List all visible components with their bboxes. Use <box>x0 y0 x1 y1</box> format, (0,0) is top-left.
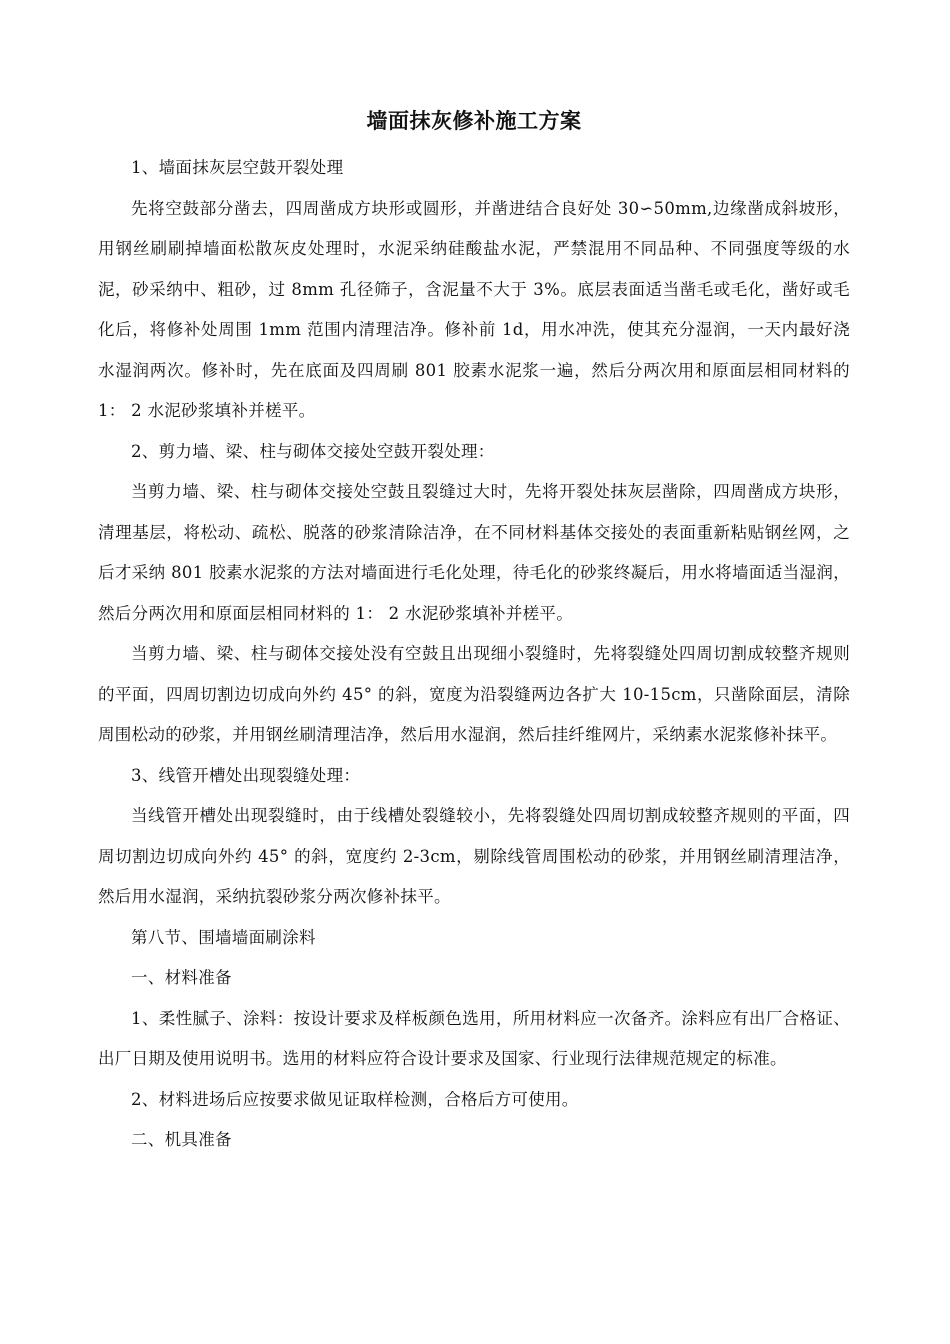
paragraph-4: 当线管开槽处出现裂缝时，由于线槽处裂缝较小，先将裂缝处四周切割成较整齐规则的平面，四周切割边切成向外约 45° 的斜，宽度约 2-3cm，剔除线管周围松动的砂浆，并用钢丝刷清理洁净，然后用水湿润，采纳抗裂砂浆分两次修补抹平。 <box>98 806 850 906</box>
section-heading-1: 1、墙面抹灰层空鼓开裂处理 <box>131 158 344 177</box>
section-heading-3: 3、线管开槽处出现裂缝处理： <box>131 765 361 785</box>
subsection-heading-materials: 一、材料准备 <box>131 968 232 987</box>
document-title: 墙面抹灰修补施工方案 <box>366 108 582 133</box>
paragraph-materials-2: 2、材料进场后应按要求做见证取样检测，合格后方可使用。 <box>131 1089 579 1109</box>
paragraph-1: 先将空鼓部分凿去，四周凿成方块形或圆形，并凿进结合良好处 30∽50mm,边缘凿成斜坡形，用钢丝刷刷掉墙面松散灰皮处理时，水泥采纳硅酸盐水泥，严禁混用不同品种、不同强度等级的水泥，砂采纳中、粗砂，过 8mm 孔径筛子，含泥量不大于 3%。底层表面适当凿毛或毛化，凿好或毛化后，将修补处周围 1mm 范围内清理洁净。修补前 1d，用水冲洗，使其充分湿润，一天内最好浇水湿润两次。修补时，先在底面及四周刷 801 胶素水泥浆一遍，然后分两次用和原面层相同材料的 1： 2 水泥砂浆填补并槎平。 <box>98 198 850 420</box>
paragraph-materials-1: 1、柔性腻子、涂料：按设计要求及样板颜色选用，所用材料应一次备齐。涂料应有出厂合格证、出厂日期及使用说明书。选用的材料应符合设计要求及国家、行业现行法律规范规定的标准。 <box>98 1008 850 1068</box>
subsection-heading-tools: 二、机具准备 <box>131 1130 232 1149</box>
paragraph-2: 当剪力墙、梁、柱与砌体交接处空鼓且裂缝过大时，先将开裂处抹灰层凿除，四周凿成方块形，清理基层，将松动、疏松、脱落的砂浆清除洁净，在不同材料基体交接处的表面重新粘贴钢丝网，之后才采纳 801 胶素水泥浆的方法对墙面进行毛化处理，待毛化的砂浆终凝后，用水将墙面适当湿润，然后分两次用和原面层相同材料的 1： 2 水泥砂浆填补并槎平。 <box>98 482 850 623</box>
chapter-heading-8: 第八节、围墙墙面刷涂料 <box>131 927 316 947</box>
paragraph-3: 当剪力墙、梁、柱与砌体交接处没有空鼓且出现细小裂缝时，先将裂缝处四周切割成较整齐规则的平面，四周切割边切成向外约 45° 的斜，宽度为沿裂缝两边各扩大 10-15cm，只凿除面层，清除周围松动的砂浆，并用钢丝刷清理洁净，然后用水湿润，然后挂纤维网片，采纳素水泥浆修补抹平。 <box>98 644 850 744</box>
document-page <box>98 104 850 1161</box>
section-heading-2: 2、剪力墙、梁、柱与砌体交接处空鼓开裂处理： <box>131 441 495 461</box>
